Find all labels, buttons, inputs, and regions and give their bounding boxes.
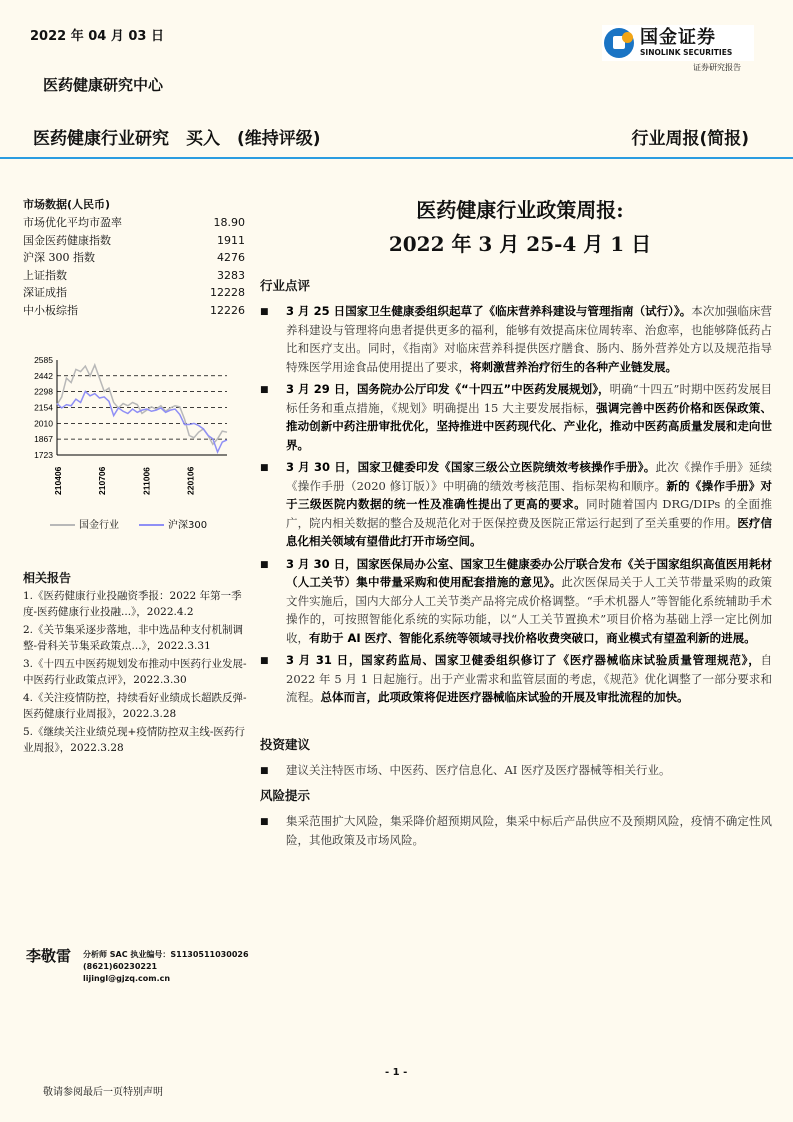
logo-mark-icon (604, 28, 634, 58)
y-tick-label: 1723 (34, 450, 53, 460)
item-lead: 3 月 31 日，国家药监局、国家卫健委组织修订了《医疗器械临床试验质量管理规范》， (286, 653, 761, 667)
item-body2: 同时随着国内 DRG/DIPs 的全面推广，院内相关数据的整合及规范化对于医保控费及医院正常运行起到了至关重要的作用。 (286, 497, 773, 530)
y-tick-label: 2585 (34, 355, 53, 365)
analyst-info (83, 949, 249, 985)
market-title: 市场数据(人民币) (23, 198, 111, 211)
market-value: 12226 (210, 303, 245, 317)
item-emphasis: 有助于 AI 医疗、智能化系统等领域寻找价格收费突破口，商业模式有望盈利新的进展。 (309, 630, 756, 645)
y-tick-label: 1867 (34, 434, 53, 445)
item-body: 自 2022 年 5 月 1 日起施行。出于产业需求和监管层面的考虑，《规范》优化调整了一部分要求和流程。 (286, 653, 772, 704)
section-invest-title: 投资建议 (260, 736, 311, 752)
page-number: - 1 - (385, 1067, 408, 1078)
item-emphasis: 强调完善中医药价格和医保政策、推动创新中药注册审批优化，坚持推进中医药现代化、产业化，推动中医药高质量发展和走向世界。 (286, 400, 772, 452)
item-emphasis: 总体而言，此项政策将促进医疗器械临床试验的开展及审批流程的加快。 (320, 690, 689, 704)
market-value: 1911 (217, 233, 245, 247)
item-emphasis2: 医疗信息化相关领域有望借此打开市场空间。 (286, 515, 773, 548)
analyst-name: 李敬雷 (26, 947, 72, 965)
report-tag: 证券研究报告 (693, 63, 741, 72)
market-value: 18.90 (213, 216, 245, 229)
bullet-icon: ■ (260, 656, 269, 666)
review-item (260, 458, 772, 551)
headline: 医药健康行业研究 买入 (维持评级) (33, 129, 321, 149)
review-item (260, 302, 772, 376)
related-report-link[interactable]: 3.《十四五中医药规划发布推动中医药行业发展-中医药行业政策点评》，2022.3.30 (23, 658, 247, 686)
x-tick-label: 210706 (97, 466, 108, 495)
bullet-icon: ■ (260, 817, 269, 827)
review-item (260, 555, 772, 648)
market-label: 国金医药健康指数 (23, 233, 111, 247)
y-tick-label: 2298 (34, 386, 53, 397)
related-report-link[interactable]: 1.《医药健康行业投融资季报：2022 年第一季度-医药健康行业投融...》，2022.4.2 (23, 590, 242, 618)
research-center: 医药健康研究中心 (43, 76, 164, 94)
market-label: 沪深 300 指数 (23, 251, 95, 264)
related-report-link[interactable]: 2.《关节集采逐步落地，非中选品种支付机制调整-骨科关节集采政策点...》，2022.3.31 (23, 624, 244, 652)
market-value: 12228 (210, 286, 245, 299)
series-line-1 (57, 391, 227, 452)
market-data (23, 196, 245, 319)
market-row (23, 284, 245, 302)
section-risk-title: 风险提示 (260, 788, 311, 803)
chart-legend (50, 516, 207, 531)
analyst-sac: 分析师 SAC 执业编号：S1130511030026 (83, 950, 249, 959)
report-type: 行业周报(简报) (631, 129, 749, 149)
title-line2: 2022 年 3 月 25-4 月 1 日 (388, 232, 652, 256)
header-divider (0, 157, 793, 159)
market-row (23, 267, 245, 285)
market-label: 上证指数 (23, 268, 67, 282)
y-tick-label: 2154 (34, 402, 53, 413)
y-tick-label: 2442 (34, 370, 53, 381)
market-value: 4276 (217, 251, 245, 264)
logo-en: SINOLINK SECURITIES (640, 48, 733, 58)
market-label: 市场优化平均市盈率 (23, 216, 122, 229)
index-chart (15, 350, 245, 510)
x-tick-label: 211006 (141, 467, 152, 495)
item-lead: 3 月 25 日国家卫生健康委组织起草了《临床营养科建设与管理指南（试行）》。 (286, 304, 692, 318)
bullet-icon: ■ (260, 307, 269, 317)
item-lead: 3 月 30 日，国家医保局办公室、国家卫生健康委办公厅联合发布《关于国家组织高值医用耗材（人工关节）集中带量采购和使用配套措施的意见》。 (286, 556, 772, 589)
related-report-link[interactable]: 5.《继续关注业绩兑现+疫情防控双主线-医药行业周报》，2022.3.28 (23, 726, 245, 754)
market-label: 深证成指 (23, 286, 67, 299)
y-tick-label: 2010 (34, 418, 53, 429)
related-report-link[interactable]: 4.《关注疫情防控，持续看好业绩成长超跌反弹-医药健康行业周报》，2022.3.28 (23, 692, 247, 720)
bullet-icon: ■ (260, 559, 269, 570)
item-lead: 3 月 30 日，国家卫健委印发《国家三级公立医院绩效考核操作手册》。 (286, 460, 656, 474)
risk-item: ■ 集采范围扩大风险，集采降价超预期风险，集采中标后产品供应不及预期风险，疫情不确定性风险，其他政策及市场风险。 (260, 812, 772, 849)
item-lead: 3 月 29 日，国务院办公厅印发《“十四五”中医药发展规划》， (286, 382, 610, 396)
report-title (260, 193, 780, 261)
market-row (23, 214, 245, 232)
invest-item: ■ 建议关注特医市场、中医药、医疗信息化、AI 医疗及医疗器械等相关行业。 (260, 761, 772, 781)
item-body: 明确“十四五”时期中医药发展目标任务和重点措施，《规划》明确提出 15 大主要发展指标， (286, 382, 772, 415)
item-body: 本次加强临床营养科建设与管理将向患者提供更多的福利，能够有效提高床位周转率、治愈率，也能够降低药占比和医疗支出。同时，《指南》对临床营养科提供医疗膳食、肠内、肠外营养处方以及规范指导特殊医学用途食品使用提出了要求， (286, 304, 773, 374)
market-label: 中小板综指 (23, 303, 78, 317)
market-value: 3283 (217, 268, 245, 282)
analyst-phone: (8621)60230221 (83, 962, 158, 971)
footer-note: 敬请参阅最后一页特别声明 (43, 1087, 163, 1098)
related-title: 相关报告 (23, 571, 72, 585)
bullet-icon: ■ (260, 463, 269, 473)
market-row (23, 302, 245, 320)
market-row (23, 249, 245, 267)
sinolink-logo (602, 25, 754, 61)
section-review-title: 行业点评 (260, 278, 311, 293)
legend-item: 国金行业 (50, 516, 119, 531)
x-tick-label: 220106 (185, 466, 196, 495)
review-item (260, 380, 772, 454)
x-tick-label: 210406 (53, 466, 63, 495)
item-body: 此次《操作手册》延续《操作手册（2020 修订版）》中明确的绩效考核范围、指标架构和顺序。 (286, 460, 773, 493)
logo-cn: 国金证券 (640, 27, 716, 49)
item-emphasis: 将刺激营养治疗衍生的各种产业链发展。 (470, 359, 677, 374)
legend-item: 沪深300 (139, 516, 207, 531)
item-emphasis: 新的《操作手册》对于三级医院内数据的统一性及准确性提出了更高的要求。 (286, 478, 773, 511)
bullet-icon: ■ (260, 765, 269, 776)
related-reports (23, 570, 253, 758)
market-row (23, 232, 245, 250)
item-body: 此次医保局关于人工关节带量采购的政策文件实施后，国内大部分人工关节类产品将完成价格调整。“手术机器人”等智能化系统辅助手术操作的，可按照智能化系统的实际功能，以“人工关节置换术”项目价格为基础上浮一定比例加收， (286, 575, 773, 645)
review-item (260, 651, 772, 707)
main-content (260, 276, 772, 853)
analyst-email[interactable]: lijingl@gjzq.com.cn (83, 974, 171, 983)
bullet-icon: ■ (260, 385, 269, 395)
report-date: 2022 年 04 月 03 日 (30, 29, 164, 44)
series-line-0 (57, 365, 227, 444)
title-line1: 医药健康行业政策周报: (416, 198, 624, 222)
